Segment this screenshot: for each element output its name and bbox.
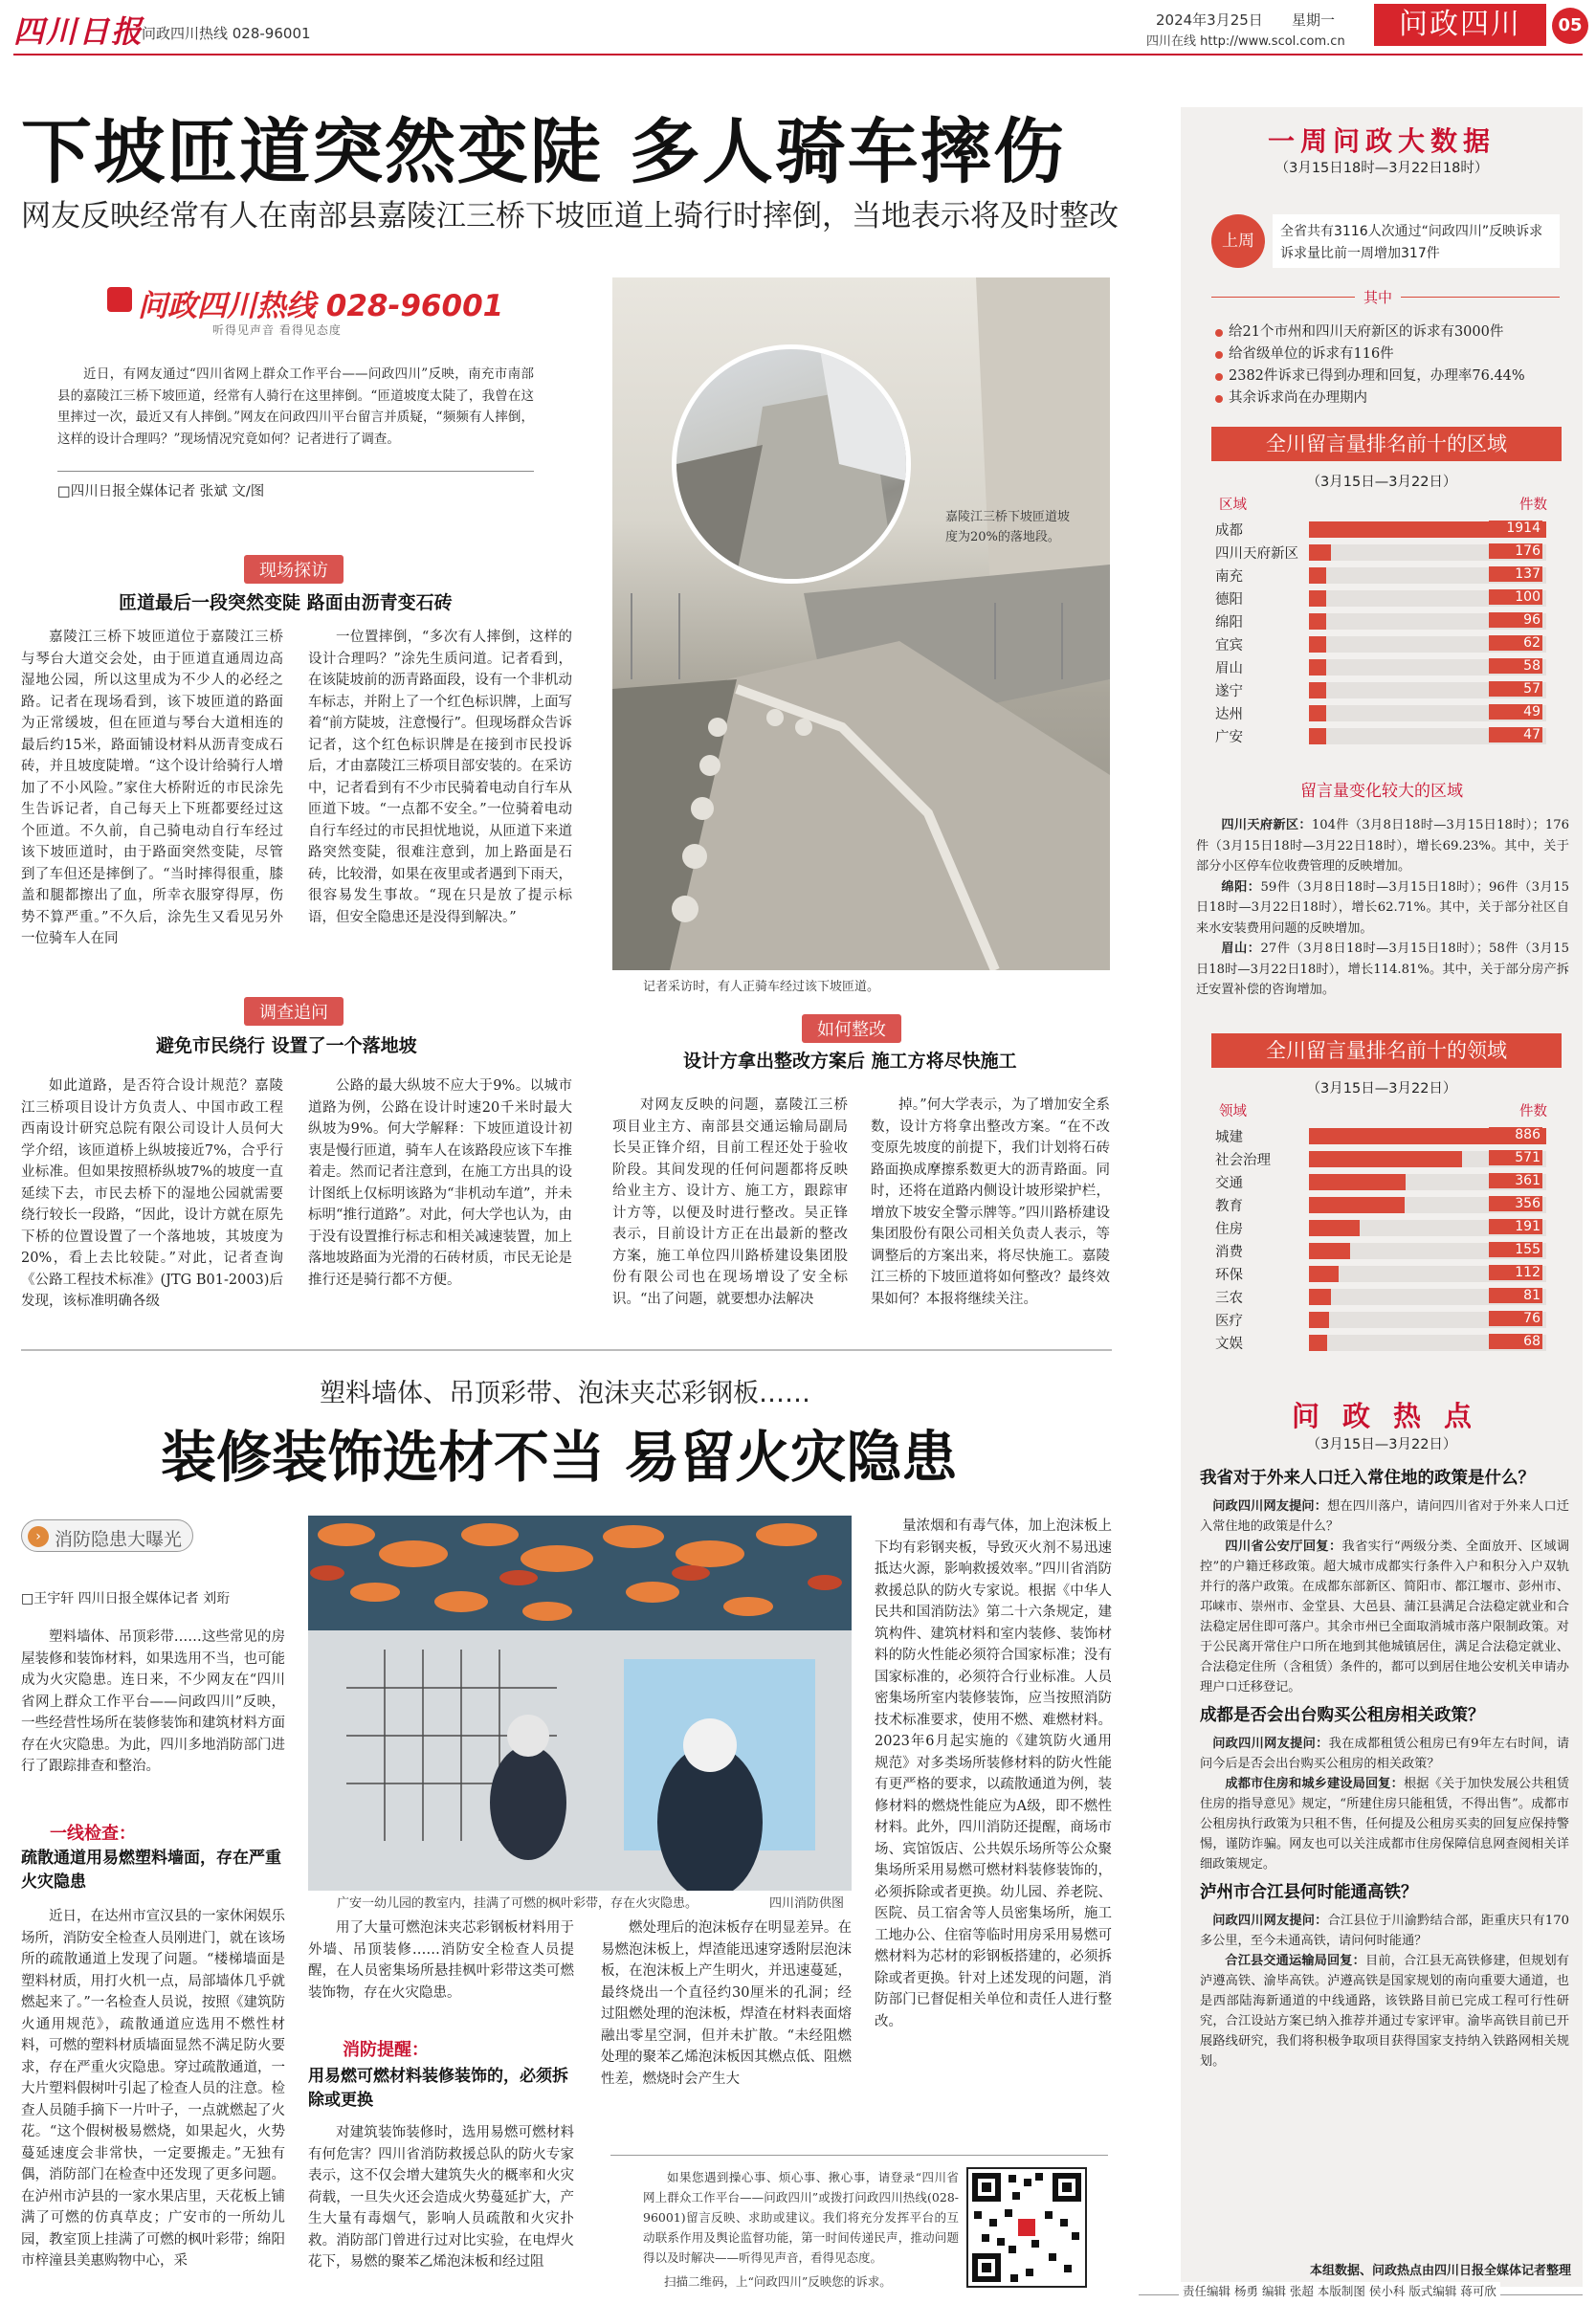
qa-item <box>1200 1880 1569 2071</box>
tag-chevron-icon: › <box>28 1526 49 1547</box>
field-row-value: 571 <box>1489 1150 1542 1165</box>
section3-col2: 掉。”何大学表示，为了增加安全系数，设计方将拿出整改方案。“在不改变原先坡度的前提下，我们计划将石砖路面换成摩擦系数更大的沥青路面。同时，还将在道路内侧设计坡形梁护栏，增放下坡安全警示牌等。”四川路桥建设集团股份有限公司相关负责人表示，等调整后的方案出来，将尽快施工。嘉陵江三桥的下坡匝道将如何整改？最终效果如何？本报将继续关注。 <box>871 1097 1110 1307</box>
qa-question: 泸州市合江县何时能通高铁？ <box>1200 1883 1418 1902</box>
cta-box-text: 如果您遇到操心事、烦心事、揪心事，请登录“四川省网上群众工作平台——问政四川”或拨打问政四川热线(028-96001)留言反映、求助或建议。我们将充分发挥平台的互动联系作用及舆论监督功能，第一时间传递民声，推动问题得以及时解决——听得见声音，看得见态度。 <box>643 2170 959 2265</box>
bullet-dot-icon <box>1215 395 1223 403</box>
subhead1-red: 一线检查： <box>50 1824 136 1844</box>
masthead-hotline: 问政四川热线 028-96001 <box>142 25 311 42</box>
field-row-value: 361 <box>1489 1173 1542 1188</box>
change-item <box>1196 815 1569 877</box>
field-head-right: 件数 <box>1519 1104 1547 1119</box>
region-row-label: 达州 <box>1215 707 1243 722</box>
section2-title: 避免市民绕行 设置了一个落地坡 <box>156 1035 417 1056</box>
field-title: 全川留言量排名前十的领域 <box>1211 1033 1562 1068</box>
field-row-label: 交通 <box>1215 1176 1243 1191</box>
region-row-bar <box>1309 659 1326 676</box>
among-label: 其中 <box>1363 289 1392 306</box>
field-row-label: 文娱 <box>1215 1337 1243 1352</box>
weekly-bullets <box>1215 321 1569 410</box>
section2-col2: 公路的最大纵坡不应大于9%。以城市道路为例，公路在设计时速20千米时最大纵坡为9%。何大学解释：下坡匝道设计初衷是慢行匝道，骑车人在该路段应该下车推着走。然而记者注意到，在施工方出具的设计图纸上仅标明该路为“非机动车道”，并未标明“推行道路”。对此，何大学也认为，由于没有设置推行标志和相关减速装置，加上落地坡路面为光滑的石砖材质，市民无论是推行还是骑行都不方便。 <box>308 1078 572 1288</box>
weekly-stat1: 全省共有3116人次通过“问政四川”反映诉求 <box>1280 224 1543 239</box>
qa-list <box>1200 1466 1569 2071</box>
field-row-bar <box>1309 1312 1329 1328</box>
region-row-value: 57 <box>1489 681 1542 697</box>
hotline-banner <box>107 279 504 337</box>
region-row-label: 宜宾 <box>1215 638 1243 654</box>
hot-range: （3月15日—3月22日） <box>1306 1437 1457 1452</box>
fire-photo-art <box>308 1516 852 1891</box>
qa-answer-head: 合江县交通运输局回复： <box>1225 1954 1365 1968</box>
section1-col2: 一位置摔倒，“多次有人摔倒，这样的设计合理吗？”涂先生质问道。记者看到，在该陡坡前的沥青路面段，设有一个非机动车标志，并附上了一个红色标识牌，上面写着“前方陡坡，注意慢行”。但现场群众告诉记者，这个红色标识牌是在接到市民投诉后，才由嘉陵江三桥项目部安装的。在采访中，记者看到有不少市民骑着电动自行车从匝道下坡。“一点都不安全。”一位骑着电动自行车经过的市民担忧地说，从匝道下来道路突然变陡，很难注意到，加上路面是石砖，比较滑，如果在夜里或者遇到下雨天，很容易发生事故。“现在只是放了提示标语，但安全隐患还是没得到解决。” <box>308 630 572 925</box>
qa-ask-text: 想在四川落户，请问四川省对于外来人口迁入常住地的政策是什么？ <box>1200 1499 1569 1534</box>
qa-answer-head: 成都市住房和城乡建设局回复： <box>1225 1777 1404 1791</box>
change-list <box>1196 815 1569 1001</box>
change-item <box>1196 939 1569 1001</box>
hotline-banner-text: 问政四川热线 028-96001 <box>138 289 504 323</box>
fire-photo-caption: 广安一幼儿园的教室内，挂满了可燃的枫叶彩带，存在火灾隐患。 <box>337 1896 698 1911</box>
field-row-value: 356 <box>1489 1196 1542 1211</box>
subhead2-red: 消防提醒： <box>343 2040 429 2060</box>
article1-headline: 下坡匝道突然变陡 多人骑车摔伤 <box>21 111 1066 193</box>
region-row-value: 49 <box>1489 704 1542 720</box>
region-row-label: 南充 <box>1215 569 1243 585</box>
footer-editors: 责任编辑 杨勇 编辑 张超 本版制图 侯小科 版式编辑 蒋可欣 <box>1179 2282 1500 2299</box>
qa-answer-head: 四川省公安厅回复： <box>1225 1540 1342 1554</box>
field-row-bar <box>1309 1266 1339 1282</box>
bullet-dot-icon <box>1215 329 1223 337</box>
article2-col3-body: 燃处理后的泡沫板存在明显差异。在易燃泡沫板上，焊渣能迅速穿透附层泡沫板，在泡沫板上产生明火，并迅速蔓延，最终烧出一个直径约30厘米的孔洞；经过阻燃处理的泡沫板，焊渣在材料表面熔融出零星空洞，但并未扩散。“未经阻燃处理的聚苯乙烯泡沫板因其燃点低、阻燃性差，燃烧时会产生大 <box>601 1920 852 2087</box>
qa-ask <box>1200 1734 1569 1774</box>
article2-headline: 装修装饰选材不当 易留火灾隐患 <box>161 1425 958 1490</box>
region-row-label: 广安 <box>1215 730 1243 745</box>
qa-answer-text: 根据《关于加快发展公共租赁住房的指导意见》规定，“所建住房只能租赁，不得出售”。成都市公租房执行政策为只租不售，任何提及公租房买卖的回复应保持警惕，谨防诈骗。网友也可以关注成都市住房保障信息网查阅相关详细政策规定。 <box>1200 1777 1570 1872</box>
bullet-text: 2382件诉求已得到办理和回复，办理率76.44% <box>1229 368 1525 384</box>
qa-ask-head: 问政四川网友提问： <box>1212 1499 1328 1514</box>
article1-byline: □四川日报全媒体记者 张斌 文/图 <box>57 484 265 499</box>
masthead-date: 2024年3月25日 <box>1156 11 1263 29</box>
weekly-title: 一周问政大数据 <box>1267 125 1496 157</box>
field-row-label: 消费 <box>1215 1245 1243 1260</box>
section-name: 问政四川 <box>1374 4 1546 46</box>
field-row-label: 医疗 <box>1215 1314 1243 1329</box>
article2-col1-body: 近日，在达州市宣汉县的一家休闲娱乐场所，消防安全检查人员刚进门，就在该场所的疏散通道上发现了问题。“楼梯墙面是塑料材质，用打火机一点，局部墙体几乎就燃起来了。”一名检查人员说，按照《建筑防火通用规范》，疏散通道应选用不燃性材料，可燃的塑料材质墙面显然不满足防火要求，存在严重火灾隐患。穿过疏散通道，一大片塑料假树叶引起了检查人员的注意。检查人员随手摘下一片叶子，一点就燃起了火花。“这个假树极易燃烧，如果起火，火势蔓延速度会非常快，一定要搬走。”无独有偶，消防部门在检查中还发现了更多问题。在泸州市泸县的一家水果店里，天花板上铺满了可燃的仿真草皮；广安市的一所幼儿园，教室顶上挂满了可燃的枫叶彩带；绵阳市梓潼县美惠购物中心，采 <box>21 1909 285 2269</box>
page-number: 05 <box>1552 8 1588 44</box>
hot-title: 问政热点 <box>1291 1400 1495 1432</box>
qa-answer-text: 我省实行“两级分类、全面放开、区域调控”的户籍迁移政策。超大城市成都实行条件入户和积分入户双轨并行的落户政策。在成都东部新区、简阳市、都江堰市、彭州市、邛崃市、崇州市、金堂县、大邑县、蒲江县满足合法稳定就业和合法稳定居住即可落户。其余市州已全面取消城市落户限制政策。对于公民离开常住户口所在地到其他城镇居住，满足合法稳定就业、合法稳定住所（含租赁）条件的，都可以到居住地公安机关申请办理户口迁移登记。 <box>1200 1540 1570 1695</box>
subhead1: 疏散通道用易燃塑料墙面，存在严重火灾隐患 <box>21 1849 281 1892</box>
bullet-item <box>1215 388 1569 410</box>
region-chart <box>1181 519 1583 748</box>
qa-ask-text: 我在成都租赁公租房已有9年左右时间，请问今后是否会出台购买公租房的相关政策？ <box>1200 1737 1570 1771</box>
region-row-value: 96 <box>1489 612 1542 628</box>
region-head-left: 区域 <box>1219 498 1247 513</box>
field-row-label: 三农 <box>1215 1291 1243 1306</box>
field-row-label: 环保 <box>1215 1268 1243 1283</box>
inset-ramp-art <box>676 349 911 584</box>
bridge-photo <box>612 277 1110 970</box>
qa-answer <box>1200 1951 1569 2071</box>
field-row-label: 城建 <box>1215 1130 1243 1145</box>
section3-title: 设计方拿出整改方案后 施工方将尽快施工 <box>683 1051 1017 1072</box>
bullet-text: 其余诉求尚在办理期内 <box>1229 390 1367 406</box>
cta-box <box>610 2155 1108 2298</box>
qa-answer-text: 目前，合江县无高铁修建，但规划有泸遵高铁、渝毕高铁。泸遵高铁是国家规划的南向重要大通道，也是西部陆海新通道的中线通路，该铁路目前已完成工程可行性研究，合江设站方案已纳入推荐并通过专家评审。渝毕高铁目前已开展路线研究，我们将积极争取项目获得国家支持纳入铁路网相关规划。 <box>1200 1954 1569 2069</box>
field-row-bar <box>1309 1197 1405 1213</box>
weekly-range: （3月15日18时—3月22日18时） <box>1275 161 1489 176</box>
region-row-bar <box>1309 613 1326 630</box>
section2-col1: 如此道路，是否符合设计规范？嘉陵江三桥项目设计方负责人、中国市政工程西南设计研究总院有限公司设计人员何大学介绍，该匝道桥上纵坡接近7%，合乎行业标准。但如果按照桥纵坡7%的坡度一直延续下去，市民去桥下的湿地公园就需要绕行较长一段路，“因此，设计方就在原先下桥的位置设置了一个落地坡，其坡度为20%，看上去比较陡。”对此，记者查询《公路工程技术标准》(JTG B01-2003)后发现，该标准明确各级 <box>21 1078 283 1309</box>
section1-kicker: 现场探访 <box>244 555 344 584</box>
article2-overline: 塑料墙体、吊顶彩带、泡沫夹芯彩钢板…… <box>320 1379 810 1408</box>
section2-kicker: 调查追问 <box>244 997 344 1026</box>
region-head-right: 件数 <box>1519 498 1547 513</box>
region-row-value: 47 <box>1489 727 1542 742</box>
newspaper-logo: 四川日报 <box>13 13 144 50</box>
sidebar-footer-note: 本组数据、问政热点由四川日报全媒体记者整理 <box>1309 2264 1571 2278</box>
fire-photo <box>308 1516 852 1891</box>
bullet-text: 给21个市州和四川天府新区的诉求有3000件 <box>1229 324 1504 340</box>
bullet-dot-icon <box>1215 373 1223 381</box>
qa-ask <box>1200 1496 1569 1537</box>
region-row-label: 四川天府新区 <box>1215 546 1298 562</box>
field-range: （3月15日—3月22日） <box>1306 1081 1457 1097</box>
qa-ask-head: 问政四川网友提问： <box>1212 1914 1328 1928</box>
change-item-head: 绵阳： <box>1221 879 1261 895</box>
bullet-item <box>1215 366 1569 388</box>
among-rule-right <box>1401 297 1560 298</box>
article2-col4-body: 量浓烟和有毒气体，加上泡沫板上下均有彩钢夹板，导致灭火剂不易迅速抵达火源，影响救援效率。”四川省消防救援总队的防火专家说。根据《中华人民共和国消防法》第二十六条规定，建筑构件、建筑材料和室内装修、装饰材料的防火性能必须符合国家标准；没有国家标准的，必须符合行业标准。人员密集场所室内装修装饰，应当按照消防技术标准要求，使用不燃、难燃材料。2023年6月起实施的《建筑防火通用规范》对多类场所装修材料的防火性能有更严格的要求，以疏散通道为例，装修材料的燃烧性能应为A级，即不燃性材料。此外，四川消防还提醒，商场市场、宾馆饭店、公共娱乐场所等公众聚集场所采用易燃可燃材料装修装饰的，必须拆除或者更换。幼儿园、养老院、医院、员工宿舍等人员密集场所，施工工地办公、住宿等临时用房采用易燃可燃材料为芯材的彩钢板搭建的，必须拆除或者更换。针对上述发现的问题，消防部门已督促相关单位和责任人进行整改。 <box>875 1518 1112 2029</box>
change-title: 留言量变化较大的区域 <box>1300 782 1463 801</box>
field-chart <box>1181 1125 1583 1355</box>
among-rule-left <box>1211 297 1355 298</box>
masthead-website: 四川在线 http://www.scol.com.cn <box>1146 34 1345 49</box>
region-row-value: 1914 <box>1489 521 1542 536</box>
region-row-bar <box>1309 682 1326 698</box>
field-row-bar <box>1309 1151 1462 1167</box>
qa-question: 我省对于外来人口迁入常住地的政策是什么？ <box>1200 1469 1535 1488</box>
qr-code-icon[interactable] <box>966 2167 1087 2288</box>
section1-title: 匝道最后一段突然变陡 路面由沥青变石砖 <box>119 592 453 613</box>
hotline-banner-tagline: 听得见声音 看得见态度 <box>212 323 342 337</box>
field-row-value: 112 <box>1489 1265 1542 1280</box>
qa-answer <box>1200 1774 1569 1874</box>
section1-col1: 嘉陵江三桥下坡匝道位于嘉陵江三桥与琴台大道交会处，由于匝道直通周边高湿地公园，所以这里成为不少人的必经之路。记者在现场看到，该下坡匝道的路面为正常缓坡，但在匝道与琴台大道相连的最后约15米，路面铺设材料从沥青变成石砖，并且坡度陡增。“这个设计给骑行人增加了不小风险。”家住大桥附近的市民涂先生告诉记者，自己每天上下班都要经过这个匝道。不久前，自己骑电动自行车经过该下坡匝道时，由于路面突然变陡，尽管到了车但还是摔倒了。“当时摔得很重，膝盖和腿都擦出了血，所幸衣服穿得厚，伤势不算严重。”不久后，涂先生又看见另外一位骑车人在同 <box>21 630 283 946</box>
change-item-text: 27件（3月8日18时—3月15日18时）；58件（3月15日18时—3月22日18时），增长114.81%。其中，关于部分房产拆迁安置补偿的咨询增加。 <box>1196 942 1570 997</box>
weekly-badge: 上周 <box>1211 214 1265 268</box>
qa-ask-text: 合江县位于川渝黔结合部，距重庆只有170多公里，至今未通高铁，请问何时能通？ <box>1200 1914 1570 1948</box>
change-item-text: 59件（3月8日18时—3月15日18时）；96件（3月15日18时—3月22日18时），增长62.71%。其中，关于部分社区自来水安装费用问题的反映增加。 <box>1196 879 1570 936</box>
article1-lead: 近日，有网友通过“四川省网上群众工作平台——问政四川”反映，南充市南部县的嘉陵江三桥下坡匝道，经常有人骑行在这里摔倒。“匝道坡度太陡了，我曾在这里摔过一次，最近又有人摔倒。”网友在问政四川平台留言并质疑，“频频有人摔倒，这样的设计合理吗？”现场情况究竟如何？记者进行了调查。 <box>57 366 534 447</box>
field-row-label: 教育 <box>1215 1199 1243 1214</box>
change-item <box>1196 877 1569 940</box>
hotline-logo-icon <box>107 287 132 312</box>
qr-code-pattern <box>968 2169 1085 2286</box>
region-row-bar <box>1309 590 1326 607</box>
qa-item <box>1200 1466 1569 1697</box>
article2-col2-body2: 对建筑装饰装修时，选用易燃可燃材料有何危害？四川省消防救援总队的防火专家表示，这不仅会增大建筑失火的概率和火灾荷载，一旦失火还会造成火势蔓延扩大，产生大量有毒烟气，影响人员疏散和火灾扑救。消防部门曾进行过对比实验，在电焊火花下，易燃的聚苯乙烯泡沫板和经过阻 <box>308 2125 574 2270</box>
fire-photo-credit: 四川消防供图 <box>769 1896 845 1911</box>
article2-tag <box>21 1519 193 1552</box>
region-row-label: 眉山 <box>1215 661 1243 676</box>
article2-intro: 塑料墙体、吊顶彩带……这些常见的房屋装修和装饰材料，如果选用不当，也可能成为火灾隐患。连日来，不少网友在“四川省网上群众工作平台——问政四川”反映，一些经营性场所在装修装饰和建筑材料方面存在火灾隐患。为此，四川多地消防部门进行了跟踪排查和整治。 <box>21 1629 285 1774</box>
article2-col2-body: 用了大量可燃泡沫夹芯彩钢板材料用于外墙、吊顶装修……消防安全检查人员提醒，在人员密集场所悬挂枫叶彩带这类可燃装饰物，存在火灾隐患。 <box>308 1920 574 2001</box>
field-row-bar <box>1309 1220 1360 1236</box>
cta-box-note: 扫描二维码，上“问政四川”反映您的诉求。 <box>664 2274 892 2289</box>
field-row-bar <box>1309 1335 1327 1351</box>
change-item-head: 眉山： <box>1221 942 1261 956</box>
qa-item <box>1200 1703 1569 1874</box>
region-row-bar <box>1309 636 1326 653</box>
region-row-value: 100 <box>1489 589 1542 605</box>
bridge-photo-caption: 记者采访时，有人正骑车经过该下坡匝道。 <box>643 980 880 994</box>
bullet-item <box>1215 343 1569 366</box>
region-row-label: 德阳 <box>1215 592 1243 608</box>
region-row-value: 137 <box>1489 566 1542 582</box>
change-item-text: 104件（3月8日18时—3月15日18时）；176件（3月15日18时—3月22日18时），增长69.23%。其中，关于部分小区停车位收费管理的反映增加。 <box>1196 818 1569 874</box>
field-row-bar <box>1309 1174 1406 1190</box>
article-separator <box>21 1349 1112 1351</box>
bullet-item <box>1215 321 1569 343</box>
region-row-bar <box>1309 705 1326 721</box>
field-row-value: 191 <box>1489 1219 1542 1234</box>
field-row-value: 68 <box>1489 1334 1542 1349</box>
field-row-value: 886 <box>1489 1127 1542 1142</box>
bullet-text: 给省级单位的诉求有116件 <box>1229 346 1394 362</box>
weekly-stat-box <box>1273 214 1560 268</box>
field-row-bar <box>1309 1243 1350 1259</box>
region-row-label: 成都 <box>1215 523 1243 539</box>
field-head-left: 领域 <box>1219 1104 1247 1119</box>
region-row-label: 遂宁 <box>1215 684 1243 699</box>
masthead-rule <box>13 54 1583 55</box>
lead-rule <box>57 471 534 472</box>
region-row-value: 62 <box>1489 635 1542 651</box>
field-row-value: 76 <box>1489 1311 1542 1326</box>
qa-ask-head: 问政四川网友提问： <box>1212 1737 1329 1751</box>
subhead2: 用易燃可燃材料装修装饰的，必须拆除或更换 <box>308 2067 568 2110</box>
qa-question: 成都是否会出台购买公租房相关政策？ <box>1200 1706 1485 1725</box>
region-title: 全川留言量排名前十的区域 <box>1211 427 1562 461</box>
change-item-head: 四川天府新区： <box>1221 818 1312 832</box>
field-row-label: 社会治理 <box>1215 1153 1271 1168</box>
region-row-label: 绵阳 <box>1215 615 1243 631</box>
masthead-weekday: 星期一 <box>1292 11 1336 29</box>
article2-tag-label: 消防隐患大曝光 <box>55 1529 183 1550</box>
qa-answer <box>1200 1537 1569 1697</box>
article1-subheadline: 网友反映经常有人在南部县嘉陵江三桥下坡匝道上骑行时摔倒，当地表示将及时整改 <box>21 199 1119 233</box>
bridge-photo-inset <box>672 344 911 584</box>
bullet-dot-icon <box>1215 351 1223 359</box>
masthead <box>0 0 1596 57</box>
section3-kicker: 如何整改 <box>802 1014 901 1043</box>
photo-inset-caption: 嘉陵江三桥下坡匝道坡度为20%的落地段。 <box>945 510 1071 544</box>
region-row-value: 176 <box>1489 543 1542 559</box>
article2-byline: □王宇轩 四川日报全媒体记者 刘珩 <box>21 1591 231 1606</box>
region-row-bar <box>1309 728 1326 744</box>
section3-col1: 对网友反映的问题，嘉陵江三桥项目业主方、南部县交通运输局副局长吴正锋介绍，目前工程还处于验收阶段。其间发现的任何问题都将反映给业主方、设计方、施工方，跟踪审计方等，以便及时进行整改。吴正锋表示，目前设计方正在出最新的整改方案，施工单位四川路桥建设集团股份有限公司也在现场增设了安全标识。“出了问题，就要想办法解决 <box>612 1097 848 1307</box>
region-row-value: 58 <box>1489 658 1542 674</box>
weekly-stat2: 诉求量比前一周增加317件 <box>1280 246 1440 261</box>
field-row-label: 住房 <box>1215 1222 1243 1237</box>
qa-ask <box>1200 1911 1569 1951</box>
field-row-value: 81 <box>1489 1288 1542 1303</box>
region-row-bar <box>1309 544 1331 561</box>
field-row-value: 155 <box>1489 1242 1542 1257</box>
field-row-bar <box>1309 1289 1331 1305</box>
region-row-bar <box>1309 567 1326 584</box>
region-range: （3月15日—3月22日） <box>1306 475 1457 490</box>
